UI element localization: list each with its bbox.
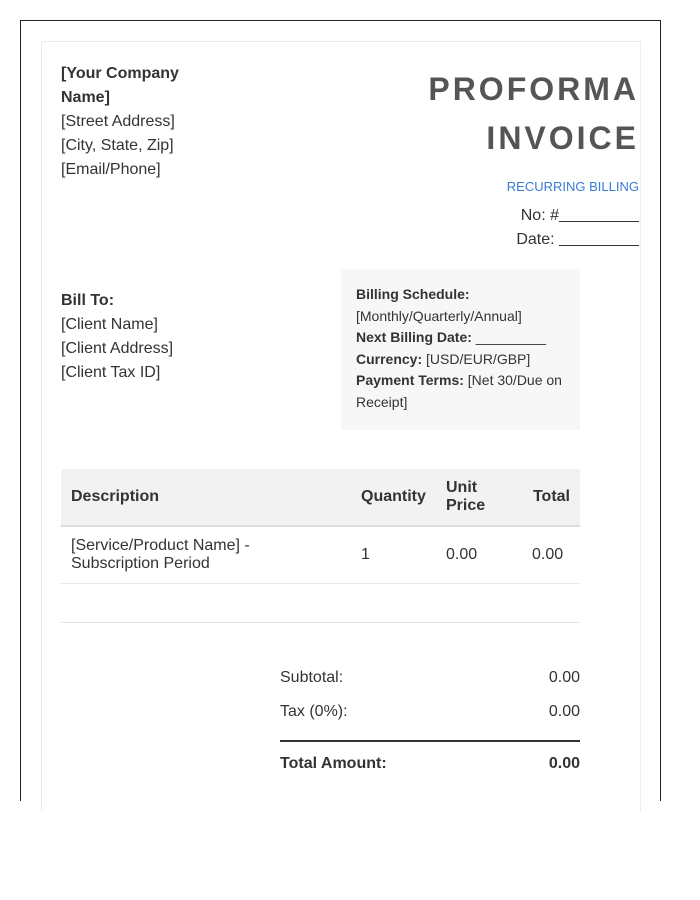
title-line-2: INVOICE [486, 120, 639, 156]
row-description: [Service/Product Name] - Subscription Period [61, 526, 351, 584]
billing-schedule [356, 284, 565, 327]
tax-label: Tax (0%): [280, 703, 348, 720]
row-quantity: 1 [351, 526, 436, 584]
row-total: 0.00 [522, 526, 580, 584]
tax-value: 0.00 [548, 703, 580, 720]
section-divider [61, 622, 580, 623]
subtotal-row [280, 666, 580, 700]
invoice-date-blank [559, 230, 639, 246]
payment-terms [356, 370, 565, 413]
title-line-1: PROFORMA [428, 71, 639, 107]
invoice-number-blank [559, 206, 639, 222]
client-address: [Client Address] [61, 340, 174, 357]
payment-terms-label: Payment Terms: [356, 372, 464, 388]
billing-schedule-label: Billing Schedule: [356, 286, 470, 302]
currency [356, 349, 565, 371]
company-info [61, 62, 211, 182]
header-quantity: Quantity [351, 469, 436, 526]
row-unit-price: 0.00 [436, 526, 522, 584]
total-value: 0.00 [548, 755, 580, 772]
client-name: [Client Name] [61, 316, 158, 333]
table-header-row [61, 469, 580, 526]
total-label: Total Amount: [280, 755, 387, 772]
bill-to [61, 289, 173, 385]
invoice-title [389, 65, 639, 163]
invoice-date-label: Date: [516, 231, 559, 248]
header-description: Description [61, 469, 351, 526]
header-total: Total [522, 469, 580, 526]
invoice-meta [516, 204, 639, 252]
invoice-number-row [516, 204, 639, 228]
company-contact: [Email/Phone] [61, 161, 161, 178]
invoice-date-row [516, 228, 639, 252]
next-billing-date-label: Next Billing Date: [356, 329, 472, 345]
subtotal-value: 0.00 [548, 669, 580, 686]
payment-terms-value: [Net 30/Due on Receipt] [356, 372, 562, 410]
table-row [61, 526, 580, 584]
billing-details-box [341, 269, 580, 430]
totals-block [280, 666, 580, 786]
invoice-number-label: No: # [520, 207, 559, 224]
tax-row [280, 700, 580, 734]
company-street: [Street Address] [61, 113, 175, 130]
bill-to-heading: Bill To: [61, 292, 115, 309]
invoice-subtitle: RECURRING BILLING [506, 179, 639, 194]
company-name: [Your Company Name] [61, 65, 179, 106]
currency-label: Currency: [356, 350, 423, 367]
next-billing-date [356, 327, 565, 349]
subtotal-label: Subtotal: [280, 669, 344, 686]
currency-value: [USD/EUR/GBP] [426, 350, 531, 367]
client-tax-id: [Client Tax ID] [61, 364, 161, 381]
total-row [280, 740, 580, 786]
line-items-table [61, 469, 580, 584]
billing-schedule-value: [Monthly/Quarterly/Annual] [356, 307, 522, 324]
company-city: [City, State, Zip] [61, 137, 174, 154]
next-billing-date-value: _________ [475, 329, 546, 345]
header-unit-price: Unit Price [436, 469, 522, 526]
